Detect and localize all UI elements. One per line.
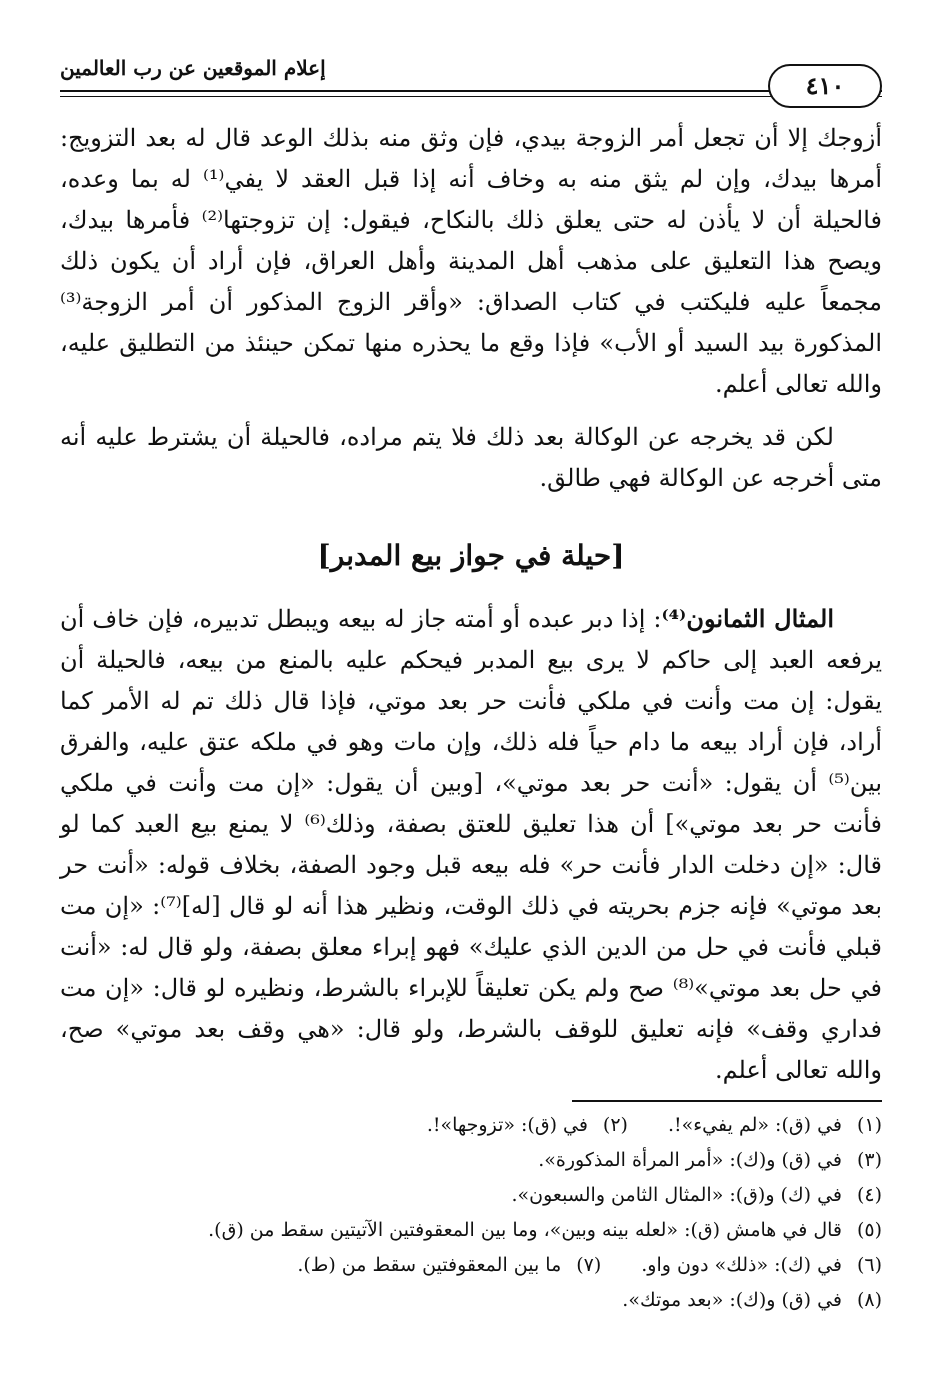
- page-number: ٤١٠: [768, 64, 882, 108]
- page-header: [60, 52, 882, 102]
- header-rule-thin: [60, 96, 882, 97]
- footnote-row: [60, 1248, 882, 1283]
- footnote-1: (١)في (ق): «لم يفيء»!.: [667, 1114, 882, 1136]
- footnote-row: [60, 1283, 882, 1318]
- example-label: المثال الثمانون⁽⁴⁾: [661, 604, 835, 633]
- paragraph-3-text: : إذا دبر عبده أو أمته جاز له بيعه ويبطل تدبيره، فإن خاف أن يرفعه العبد إلى حاكم لا يرى بيع المدبر فيحكم عليه بالمنع من بيعه، فالحيلة أن يقول: إن مت وأنت في ملكي فأنت حر بعد موتي، فإذا قال ذلك تم له الأمر كما أراد، فإن أراد بيعه ما دام حياً فله ذلك، وإن مات وهو في ملكه عتق عليه، والفرق بين⁽⁵⁾ أن يقول: «أنت حر بعد موتي»، [وبين أن يقول: «إن مت وأنت في ملكي فأنت حر بعد موتي»] أن هذا تعليق للعتق بصفة، وذلك⁽⁶⁾ لا يمنع بيع العبد كما لو قال: «إن دخلت الدار فأنت حر» فله بيعه قبل وجود الصفة، بخلاف قوله: «أنت حر بعد موتي» فإنه جزم بحريته في ذلك الوقت، ونظير هذا أنه لو قال [له]⁽⁷⁾: «إن مت قبلي فأنت في حل من الدين الذي عليك» فهو إبراء معلق بصفة، ولو قال له: «أنت في حل بعد موتي»⁽⁸⁾ صح ولم يكن تعليقاً للإبراء بالشرط، ونظيره لو قال: «إن مت فداري وقف» فإنه تعليق للوقف بالشرط، ولو قال: «هي وقف بعد موتي» صح، والله تعالى أعلم.: [60, 605, 883, 1084]
- book-title: إعلام الموقعين عن رب العالمين: [60, 56, 326, 80]
- footnote-7: (٧)ما بين المعقوفتين سقط من (ط).: [297, 1254, 602, 1276]
- paragraph-3: [60, 598, 882, 1091]
- paragraph-1: أزوجك إلا أن تجعل أمر الزوجة بيدي، فإن وثق منه بذلك الوعد قال له بعد التزويج: أمرها بيدك، وإن لم يثق منه به وخاف أنه إذا قبل العقد لا يفي⁽¹⁾ له بما وعده، فالحيلة أن لا يأذن له حتى يعلق ذلك بالنكاح، فيقول: إن تزوجتها⁽²⁾ فأمرها بيدك، ويصح هذا التعليق على مذهب أهل المدينة وأهل العراق، فإن أراد أن يكون ذلك مجمعاً عليه فليكتب في كتاب الصداق: «وأقر الزوج المذكور أن أمر الزوجة⁽³⁾ المذكورة بيد السيد أو الأب» فإذا وقع ما يحذره منها تمكن حينئذ من التطليق عليه، والله تعالى أعلم.: [60, 124, 883, 398]
- header-rule: [60, 90, 882, 92]
- footnotes: [60, 1100, 882, 1318]
- main-text: [60, 118, 882, 1091]
- footnote-8: (٨)في (ق) و(ك): «بعد موتك».: [622, 1289, 882, 1311]
- footnote-2: (٢)في (ق): «تزوجها»!.: [426, 1114, 628, 1136]
- paragraph-2: لكن قد يخرجه عن الوكالة بعد ذلك فلا يتم مراده، فالحيلة أن يشترط عليه أنه متى أخرجه عن الوكالة فهي طالق.: [60, 423, 882, 492]
- footnote-rule: [572, 1100, 882, 1102]
- footnote-5: (٥)قال في هامش (ق): «لعله بينه وبين»، وما بين المعقوفتين الآتيتين سقط من (ق).: [208, 1219, 882, 1241]
- footnote-4: (٤)في (ك) و(ق): «المثال الثامن والسبعون».: [511, 1184, 882, 1206]
- footnote-row: [60, 1143, 882, 1178]
- section-heading: [حيلة في جواز بيع المدبر]: [317, 539, 625, 572]
- footnote-6: (٦)في (ك): «ذلك» دون واو.: [641, 1254, 882, 1276]
- footnote-row: [60, 1108, 882, 1143]
- footnote-row: [60, 1213, 882, 1248]
- footnote-row: [60, 1178, 882, 1213]
- footnote-3: (٣)في (ق) و(ك): «أمر المرأة المذكورة».: [538, 1149, 882, 1171]
